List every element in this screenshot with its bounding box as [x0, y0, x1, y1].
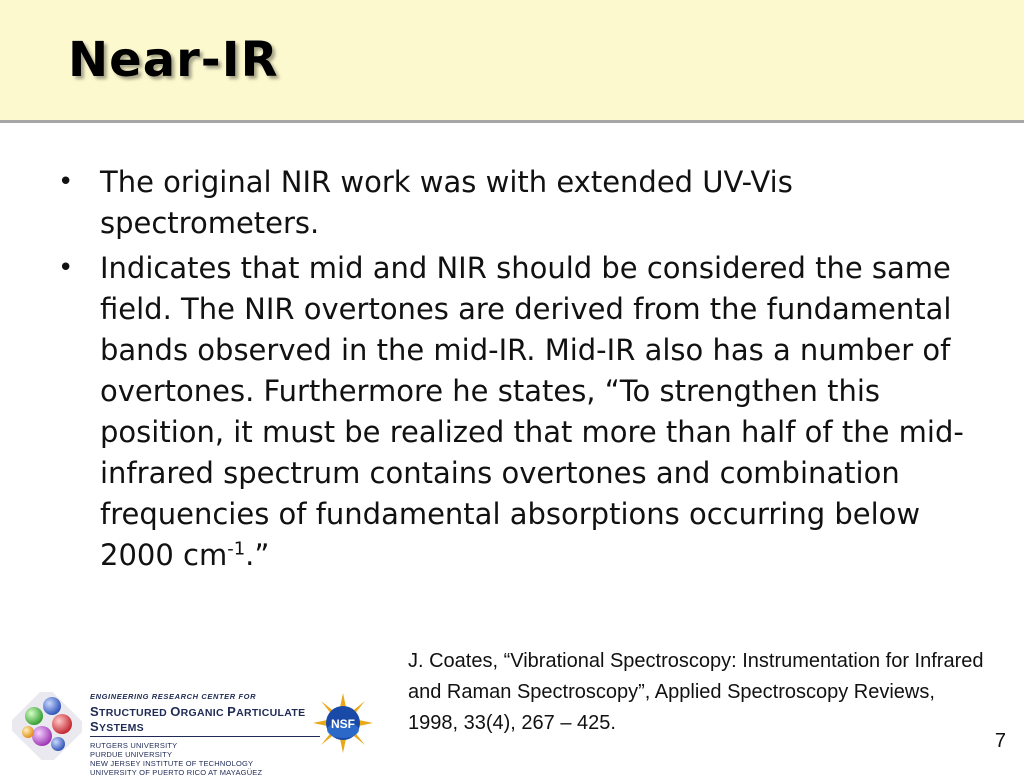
molecule-logo-icon — [12, 692, 82, 760]
slide-title: Near-IR — [68, 32, 279, 88]
erc-name: STRUCTURED ORGANIC PARTICULATE SYSTEMS — [90, 704, 320, 737]
page-number: 7 — [994, 730, 1006, 752]
university-list — [90, 741, 320, 777]
bullet-item — [58, 162, 968, 244]
superscript: -1 — [227, 538, 246, 560]
footer-logos — [12, 690, 392, 777]
university-name: PURDUE UNIVERSITY — [90, 750, 173, 759]
nsf-label: NSF — [331, 717, 355, 731]
university-name: UNIVERSITY OF PUERTO RICO AT MAYAGÜEZ — [90, 768, 263, 777]
bullet-dot-icon: • — [58, 167, 74, 197]
nsf-logo-icon — [312, 692, 374, 754]
erc-text-block — [90, 692, 320, 777]
bullet-item — [58, 248, 968, 576]
erc-center-line: ENGINEERING RESEARCH CENTER FOR — [90, 692, 257, 701]
bullet-dot-icon: • — [58, 253, 74, 283]
bullet-text: The original NIR work was with extended UV-Vis spectrometers. — [100, 165, 793, 240]
bullet-list — [58, 162, 968, 580]
citation: J. Coates, “Vibrational Spectroscopy: Instrumentation for Infrared and Raman Spectroscopy”, Applied Spectroscopy Reviews, 1998, 33(4), 267 – 425. — [408, 650, 984, 734]
bullet-text-tail: .” — [245, 538, 270, 572]
university-name: NEW JERSEY INSTITUTE OF TECHNOLOGY — [90, 759, 254, 768]
bullet-text: Indicates that mid and NIR should be considered the same field. The NIR overtones are derived from the fundamental bands observed in the mid-IR. Mid-IR also has a number of overtones. Furthermore he states, “To strengthen this position, it must be realized that more than half of the mid-infrared spectrum contains overtones and combination frequencies of fundamental absorptions occurring below 2000 cm — [100, 251, 964, 572]
title-bar — [0, 0, 1024, 123]
university-name: RUTGERS UNIVERSITY — [90, 741, 178, 750]
